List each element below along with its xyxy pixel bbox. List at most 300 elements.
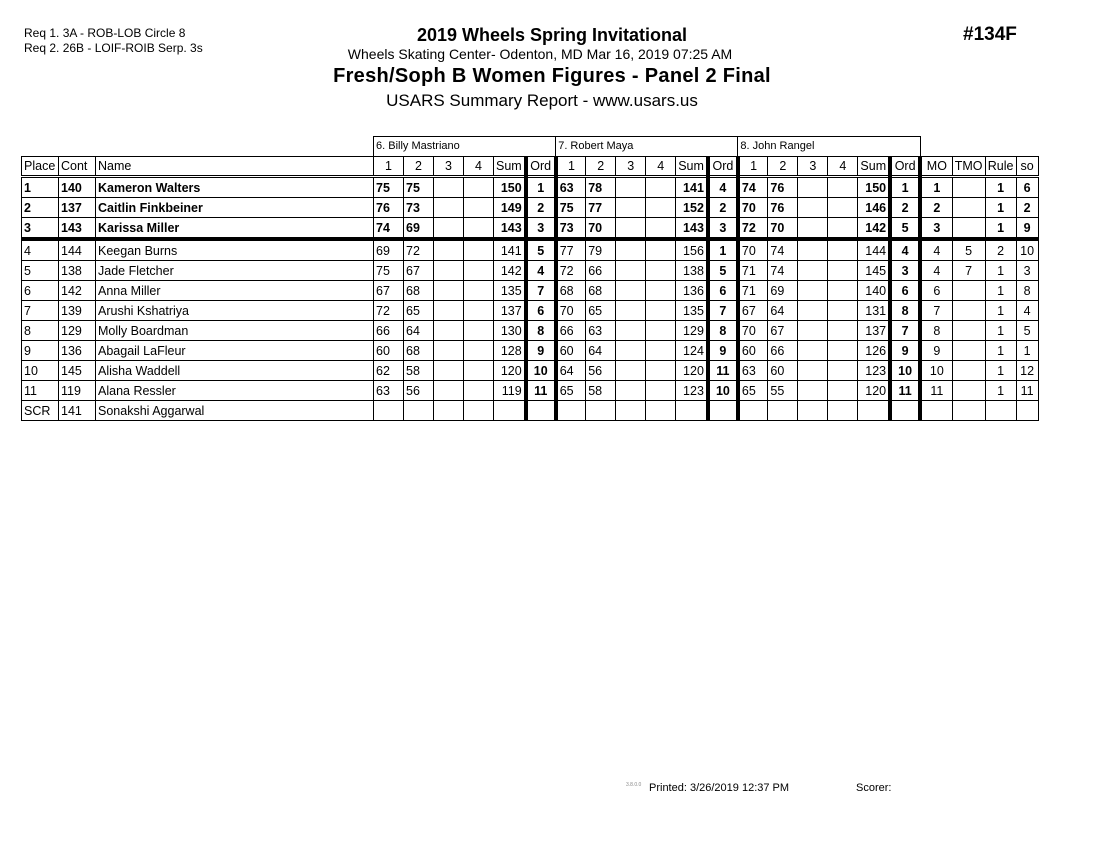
judge-6-score-2: 67	[404, 261, 434, 281]
judge-8-ordinal-cell: 9	[890, 341, 920, 361]
judge-6-score-3	[434, 361, 464, 381]
judge-6-score-1: 72	[374, 301, 404, 321]
judge-8-score-4	[828, 218, 858, 240]
judge-6-sum-cell: 135	[494, 281, 526, 301]
judge-8-score-4	[828, 361, 858, 381]
skater-name: Abagail LaFleur	[96, 341, 374, 361]
judge-7-sum-cell: 138	[676, 261, 708, 281]
judge-8-ordinal-cell: 2	[890, 198, 920, 218]
judge-7-sum-cell: 135	[676, 301, 708, 321]
judge-6-ordinal-cell: 4	[526, 261, 556, 281]
place-cell: 5	[22, 261, 59, 281]
judge-7-score-4	[646, 341, 676, 361]
judge-7-score-3	[616, 321, 646, 341]
col-judge-6-1: 1	[374, 157, 404, 177]
judge-8-sum-cell: 145	[858, 261, 890, 281]
judge-8-ordinal-cell: 11	[890, 381, 920, 401]
judge-8-ordinal-cell: 1	[890, 177, 920, 198]
col-judge-7-sum: Sum	[676, 157, 708, 177]
col-rule: Rule	[985, 157, 1016, 177]
tmo-cell	[952, 341, 985, 361]
rule-cell: 2	[985, 239, 1016, 261]
so-cell: 8	[1016, 281, 1038, 301]
contestant-number: 141	[59, 401, 96, 421]
mo-cell: 1	[920, 177, 952, 198]
judge-6-ordinal-cell: 11	[526, 381, 556, 401]
judge-6-ordinal-cell: 6	[526, 301, 556, 321]
judge-8-score-2: 74	[768, 239, 798, 261]
so-cell: 10	[1016, 239, 1038, 261]
judge-8-score-2: 64	[768, 301, 798, 321]
event-title: Fresh/Soph B Women Figures - Panel 2 Final	[333, 65, 771, 87]
place-cell: 3	[22, 218, 59, 240]
judge-8-score-1: 70	[738, 239, 768, 261]
table-row	[22, 218, 1039, 240]
requirement-2: Req 2. 26B - LOIF-ROIB Serp. 3s	[24, 41, 203, 55]
mo-cell: 3	[920, 218, 952, 240]
judge-8-score-2: 55	[768, 381, 798, 401]
rule-cell: 1	[985, 341, 1016, 361]
judge-7-score-3	[616, 218, 646, 240]
judge-8-score-1: 70	[738, 198, 768, 218]
judge-6-score-1: 63	[374, 381, 404, 401]
judge-7-ordinal-cell: 10	[708, 381, 738, 401]
mo-cell: 2	[920, 198, 952, 218]
col-so: so	[1016, 157, 1038, 177]
judge-6-score-3	[434, 281, 464, 301]
rule-cell: 1	[985, 198, 1016, 218]
judge-7-score-3	[616, 361, 646, 381]
so-cell: 5	[1016, 321, 1038, 341]
so-cell	[1016, 401, 1038, 421]
col-place: Place	[22, 157, 59, 177]
judge-8-score-3	[798, 321, 828, 341]
contestant-number: 139	[59, 301, 96, 321]
judge-8-score-3	[798, 341, 828, 361]
venue-date: Wheels Skating Center- Odenton, MD Mar 16, 2019 07:25 AM	[347, 46, 733, 62]
judge-6-score-4	[464, 177, 494, 198]
judge-8-sum-cell: 150	[858, 177, 890, 198]
table-row	[22, 281, 1039, 301]
judge-7-sum-cell: 136	[676, 281, 708, 301]
judge-7-score-2: 77	[586, 198, 616, 218]
judge-7-sum-cell: 120	[676, 361, 708, 381]
judge-7-score-1: 75	[556, 198, 586, 218]
tmo-cell: 7	[952, 261, 985, 281]
judge-7-score-1: 65	[556, 381, 586, 401]
contestant-number: 143	[59, 218, 96, 240]
skater-name: Jade Fletcher	[96, 261, 374, 281]
judge-6-score-4	[464, 281, 494, 301]
judge-8-score-1: 60	[738, 341, 768, 361]
mo-cell: 10	[920, 361, 952, 381]
judge-8-score-1: 71	[738, 261, 768, 281]
judge-8-ordinal-cell: 8	[890, 301, 920, 321]
contestant-number: 119	[59, 381, 96, 401]
judge-8-sum-cell: 146	[858, 198, 890, 218]
tmo-cell	[952, 301, 985, 321]
judge-8-score-4	[828, 261, 858, 281]
table-row	[22, 381, 1039, 401]
mo-cell: 8	[920, 321, 952, 341]
judge-8-score-2: 69	[768, 281, 798, 301]
judge-7-score-2: 79	[586, 239, 616, 261]
judge-6-score-3	[434, 381, 464, 401]
judge-7-score-4	[646, 321, 676, 341]
table-row	[22, 198, 1039, 218]
judge-8-score-2: 60	[768, 361, 798, 381]
place-cell: 11	[22, 381, 59, 401]
judge-7-score-1: 66	[556, 321, 586, 341]
so-cell: 4	[1016, 301, 1038, 321]
version-label: 3.8.0.0	[626, 782, 642, 788]
col-judge-7-3: 3	[616, 157, 646, 177]
judge-6-score-3	[434, 341, 464, 361]
contestant-number: 129	[59, 321, 96, 341]
judge-7-sum-cell: 141	[676, 177, 708, 198]
judge-6-score-4	[464, 198, 494, 218]
judge-7-sum-cell: 129	[676, 321, 708, 341]
place-cell: 8	[22, 321, 59, 341]
judge-7-score-1: 73	[556, 218, 586, 240]
judge-8-score-2: 67	[768, 321, 798, 341]
judge-8-score-1	[738, 401, 768, 421]
judge-7-score-2: 66	[586, 261, 616, 281]
judge-6-sum-cell: 143	[494, 218, 526, 240]
tmo-cell	[952, 321, 985, 341]
judge-8-score-2: 70	[768, 218, 798, 240]
col-judge-7-1: 1	[556, 157, 586, 177]
judge-7-score-3	[616, 281, 646, 301]
judge-7-score-3	[616, 177, 646, 198]
judge-6-score-2: 72	[404, 239, 434, 261]
judge-7-score-3	[616, 401, 646, 421]
mo-cell: 6	[920, 281, 952, 301]
rule-cell: 1	[985, 218, 1016, 240]
judge-6-score-3	[434, 177, 464, 198]
judge-6-score-2: 65	[404, 301, 434, 321]
judge-8-score-1: 70	[738, 321, 768, 341]
judge-6-score-2: 68	[404, 281, 434, 301]
judge-7-score-4	[646, 218, 676, 240]
rule-cell: 1	[985, 361, 1016, 381]
judge-8-score-3	[798, 381, 828, 401]
event-number: #134F	[963, 24, 1017, 45]
judge-7-sum-cell: 123	[676, 381, 708, 401]
judge-6-sum-cell: 130	[494, 321, 526, 341]
judge-8-score-2: 76	[768, 198, 798, 218]
header-row	[22, 157, 1039, 177]
col-judge-6-3: 3	[434, 157, 464, 177]
judge-6-ordinal-cell: 10	[526, 361, 556, 381]
judge-8-score-3	[798, 301, 828, 321]
judge-8-score-3	[798, 261, 828, 281]
judge-6-score-4	[464, 321, 494, 341]
judge-6-score-2: 69	[404, 218, 434, 240]
judge-6-ordinal-cell: 7	[526, 281, 556, 301]
so-cell: 12	[1016, 361, 1038, 381]
col-judge-6-ord: Ord	[526, 157, 556, 177]
judge-6-score-2: 68	[404, 341, 434, 361]
table-row	[22, 361, 1039, 381]
rule-cell: 1	[985, 321, 1016, 341]
judge-8-sum-cell: 120	[858, 381, 890, 401]
judge-7-score-2	[586, 401, 616, 421]
judge-8-sum-cell: 142	[858, 218, 890, 240]
results-table	[21, 136, 1039, 421]
judge-8-ordinal-cell: 4	[890, 239, 920, 261]
judge-7-score-2: 63	[586, 321, 616, 341]
judge-8-score-2: 66	[768, 341, 798, 361]
contestant-number: 142	[59, 281, 96, 301]
judge-8-score-1: 74	[738, 177, 768, 198]
judge-7-score-2: 68	[586, 281, 616, 301]
judge-6-ordinal-cell: 2	[526, 198, 556, 218]
judge-8-name: 8. John Rangel	[738, 137, 920, 157]
judge-8-score-4	[828, 321, 858, 341]
judges-row	[22, 137, 1039, 157]
judge-6-score-3	[434, 301, 464, 321]
judge-7-score-3	[616, 261, 646, 281]
judge-6-score-1: 75	[374, 177, 404, 198]
mo-cell	[920, 401, 952, 421]
judge-8-ordinal-cell: 6	[890, 281, 920, 301]
judge-7-score-1: 60	[556, 341, 586, 361]
so-cell: 11	[1016, 381, 1038, 401]
judge-8-score-3	[798, 281, 828, 301]
table-row	[22, 177, 1039, 198]
judge-7-score-3	[616, 381, 646, 401]
judge-7-score-2: 78	[586, 177, 616, 198]
judge-8-score-4	[828, 301, 858, 321]
judge-7-ordinal-cell: 8	[708, 321, 738, 341]
judge-8-sum-cell: 140	[858, 281, 890, 301]
judge-7-name: 7. Robert Maya	[556, 137, 738, 157]
skater-name: Keegan Burns	[96, 239, 374, 261]
judge-7-score-4	[646, 177, 676, 198]
skater-name: Molly Boardman	[96, 321, 374, 341]
judge-6-score-1: 74	[374, 218, 404, 240]
judge-6-score-1	[374, 401, 404, 421]
table-row	[22, 261, 1039, 281]
scorer-label: Scorer:	[856, 782, 892, 794]
place-cell: 1	[22, 177, 59, 198]
judge-7-score-1: 64	[556, 361, 586, 381]
so-cell: 6	[1016, 177, 1038, 198]
judge-6-score-4	[464, 381, 494, 401]
judge-7-score-1: 63	[556, 177, 586, 198]
judge-8-score-4	[828, 281, 858, 301]
contestant-number: 136	[59, 341, 96, 361]
rule-cell: 1	[985, 381, 1016, 401]
judge-8-score-1: 72	[738, 218, 768, 240]
printed-timestamp: Printed: 3/26/2019 12:37 PM	[649, 782, 790, 794]
judge-7-score-4	[646, 381, 676, 401]
col-tmo: TMO	[952, 157, 985, 177]
judge-6-score-4	[464, 301, 494, 321]
judge-7-ordinal-cell	[708, 401, 738, 421]
judge-6-score-4	[464, 341, 494, 361]
judge-7-score-2: 65	[586, 301, 616, 321]
tmo-cell	[952, 281, 985, 301]
judge-8-score-3	[798, 177, 828, 198]
so-cell: 2	[1016, 198, 1038, 218]
skater-name: Sonakshi Aggarwal	[96, 401, 374, 421]
rule-cell: 1	[985, 261, 1016, 281]
contestant-number: 145	[59, 361, 96, 381]
judge-8-score-1: 63	[738, 361, 768, 381]
judge-8-score-4	[828, 177, 858, 198]
mo-cell: 4	[920, 239, 952, 261]
judge-6-score-2	[404, 401, 434, 421]
judge-6-sum-cell: 137	[494, 301, 526, 321]
judge-7-score-2: 56	[586, 361, 616, 381]
judge-7-sum-cell	[676, 401, 708, 421]
col-judge-6-2: 2	[404, 157, 434, 177]
place-cell: 9	[22, 341, 59, 361]
judge-7-score-1: 68	[556, 281, 586, 301]
table-row	[22, 401, 1039, 421]
col-name: Name	[96, 157, 374, 177]
judge-7-ordinal-cell: 6	[708, 281, 738, 301]
judge-7-score-4	[646, 239, 676, 261]
judge-8-score-4	[828, 198, 858, 218]
table-row	[22, 341, 1039, 361]
judge-7-sum-cell: 143	[676, 218, 708, 240]
judge-7-score-4	[646, 198, 676, 218]
judge-8-score-2: 74	[768, 261, 798, 281]
col-judge-7-4: 4	[646, 157, 676, 177]
judge-8-sum-cell: 131	[858, 301, 890, 321]
judge-8-score-4	[828, 401, 858, 421]
judge-6-sum-cell: 128	[494, 341, 526, 361]
judge-6-score-2: 64	[404, 321, 434, 341]
judge-7-score-3	[616, 341, 646, 361]
col-judge-7-ord: Ord	[708, 157, 738, 177]
judge-6-score-4	[464, 361, 494, 381]
col-judge-7-2: 2	[586, 157, 616, 177]
judge-6-score-4	[464, 401, 494, 421]
judge-6-score-3	[434, 218, 464, 240]
judge-7-score-1: 70	[556, 301, 586, 321]
judge-6-score-2: 75	[404, 177, 434, 198]
judge-7-score-2: 64	[586, 341, 616, 361]
judge-7-score-3	[616, 239, 646, 261]
mo-cell: 7	[920, 301, 952, 321]
judge-6-sum-cell: 142	[494, 261, 526, 281]
judge-6-sum-cell: 120	[494, 361, 526, 381]
tmo-cell	[952, 177, 985, 198]
judge-6-score-1: 62	[374, 361, 404, 381]
place-cell: 10	[22, 361, 59, 381]
judge-7-ordinal-cell: 9	[708, 341, 738, 361]
tmo-cell	[952, 198, 985, 218]
judge-8-score-3	[798, 218, 828, 240]
judge-6-sum-cell: 150	[494, 177, 526, 198]
mo-cell: 4	[920, 261, 952, 281]
skater-name: Arushi Kshatriya	[96, 301, 374, 321]
judge-8-ordinal-cell: 5	[890, 218, 920, 240]
report-title: USARS Summary Report - www.usars.us	[386, 91, 698, 110]
judge-6-ordinal-cell	[526, 401, 556, 421]
contestant-number: 138	[59, 261, 96, 281]
skater-name: Kameron Walters	[96, 177, 374, 198]
judge-8-sum-cell: 144	[858, 239, 890, 261]
judge-6-score-4	[464, 218, 494, 240]
mo-cell: 9	[920, 341, 952, 361]
mo-cell: 11	[920, 381, 952, 401]
judge-7-ordinal-cell: 5	[708, 261, 738, 281]
judge-6-score-3	[434, 239, 464, 261]
judge-7-score-1	[556, 401, 586, 421]
judge-6-ordinal-cell: 3	[526, 218, 556, 240]
judge-8-sum-cell: 123	[858, 361, 890, 381]
judge-6-sum-cell	[494, 401, 526, 421]
skater-name: Alisha Waddell	[96, 361, 374, 381]
requirement-1: Req 1. 3A - ROB-LOB Circle 8	[24, 26, 186, 40]
so-cell: 1	[1016, 341, 1038, 361]
table-row	[22, 239, 1039, 261]
judge-7-score-4	[646, 261, 676, 281]
judge-6-score-1: 66	[374, 321, 404, 341]
judge-8-score-1: 71	[738, 281, 768, 301]
judge-8-score-3	[798, 239, 828, 261]
judge-7-score-2: 70	[586, 218, 616, 240]
judge-6-name: 6. Billy Mastriano	[374, 137, 556, 157]
judge-7-sum-cell: 156	[676, 239, 708, 261]
judge-6-score-3	[434, 198, 464, 218]
judge-8-score-4	[828, 341, 858, 361]
judge-7-score-1: 72	[556, 261, 586, 281]
judge-7-score-3	[616, 198, 646, 218]
col-judge-8-sum: Sum	[858, 157, 890, 177]
place-cell: 2	[22, 198, 59, 218]
col-mo: MO	[920, 157, 952, 177]
tmo-cell: 5	[952, 239, 985, 261]
skater-name: Anna Miller	[96, 281, 374, 301]
judge-6-score-1: 76	[374, 198, 404, 218]
skater-name: Caitlin Finkbeiner	[96, 198, 374, 218]
skater-name: Alana Ressler	[96, 381, 374, 401]
judge-7-sum-cell: 124	[676, 341, 708, 361]
judge-8-score-4	[828, 381, 858, 401]
tmo-cell	[952, 401, 985, 421]
judge-7-score-1: 77	[556, 239, 586, 261]
contestant-number: 137	[59, 198, 96, 218]
judge-7-sum-cell: 152	[676, 198, 708, 218]
so-cell: 3	[1016, 261, 1038, 281]
tmo-cell	[952, 361, 985, 381]
judge-8-score-2	[768, 401, 798, 421]
judge-6-ordinal-cell: 1	[526, 177, 556, 198]
judge-8-ordinal-cell: 3	[890, 261, 920, 281]
judge-6-sum-cell: 119	[494, 381, 526, 401]
judge-6-sum-cell: 141	[494, 239, 526, 261]
judge-6-score-3	[434, 321, 464, 341]
table-row	[22, 321, 1039, 341]
skater-name: Karissa Miller	[96, 218, 374, 240]
judge-6-ordinal-cell: 8	[526, 321, 556, 341]
col-judge-8-1: 1	[738, 157, 768, 177]
judge-7-ordinal-cell: 7	[708, 301, 738, 321]
judge-7-score-4	[646, 301, 676, 321]
judge-8-score-2: 76	[768, 177, 798, 198]
judge-7-ordinal-cell: 3	[708, 218, 738, 240]
place-cell: 6	[22, 281, 59, 301]
judge-8-score-3	[798, 401, 828, 421]
judge-8-ordinal-cell: 7	[890, 321, 920, 341]
col-judge-6-4: 4	[464, 157, 494, 177]
